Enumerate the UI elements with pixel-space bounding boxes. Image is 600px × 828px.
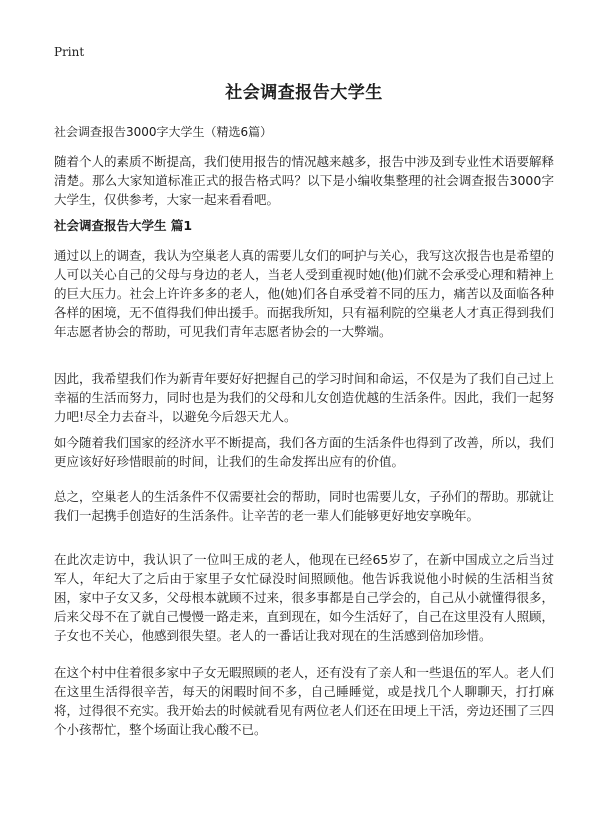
body-paragraph-3: 如今随着我们国家的经济水平不断提高，我们各方面的生活条件也得到了改善，所以，我们更应该好好珍惜眼前的时间，让我们的生命发挥出应有的价值。 — [54, 435, 555, 469]
body-paragraph-2: 因此，我希望我们作为新青年要好好把握自己的学习时间和命运，不仅是为了我们自己过上幸福的生活而努力，同时也是为我们的父母和儿女创造优越的生活条件。因此，我们一起努力吧!尽全力去奋斗，以避免今后怨天尤人。 — [54, 371, 555, 424]
body-paragraph-6: 在这个村中住着很多家中子女无暇照顾的老人，还有没有了亲人和一些退伍的军人。老人们在这里生活得很辛苦，每天的闲暇时间不多，自己睡睡觉，或是找几个人聊聊天，打打麻将，过得很不充实。我开始去的时候就看见有两位老人们还在田埂上干活，旁边还围了三四个小孩帮忙，整个场面让我心酸不已。 — [54, 665, 555, 737]
body-paragraph-1: 通过以上的调查，我认为空巢老人真的需要儿女们的呵护与关心，我写这次报告也是希望的人可以关心自己的父母与身边的老人，当老人受到重视时她(他)们就不会承受心理和精神上的巨大压力。社会上许许多多的老人，他(她)们各自承受着不同的压力，痛苦以及面临各种各样的困境，无不值得我们伸出援手。而据我所知，只有福利院的空巢老人才真正得到我们年志愿者协会的帮助，可见我们青年志愿者协会的一大弊端。 — [54, 248, 555, 339]
page-title: 社会调查报告大学生 — [225, 83, 383, 103]
print-link[interactable]: Print — [54, 45, 85, 59]
body-paragraph-4: 总之，空巢老人的生活条件不仅需要社会的帮助，同时也需要儿女，子孙们的帮助。那就让我们一起携手创造好的生活条件。让辛苦的老一辈人们能够更好地安享晚年。 — [54, 489, 555, 523]
intro-paragraph: 随着个人的素质不断提高，我们使用报告的情况越来越多，报告中涉及到专业性术语要解释清楚。那么大家知道标准正式的报告格式吗？以下是小编收集整理的社会调查报告3000字大学生，仅供参考，大家一起来看看吧。 — [54, 154, 555, 207]
section-heading: 社会调查报告大学生 篇1 — [54, 218, 193, 233]
body-paragraph-5: 在此次走访中，我认识了一位叫王成的老人，他现在已经65岁了，在新中国成立之后当过军人，年纪大了之后由于家里子女忙碌没时间照顾他。他告诉我说他小时候的生活相当贫困，家中子女又多，父母根本就顾不过来，很多事都是自己学会的，自己从小就懂得很多，后来父母不在了就自己慢慢一路走来，直到现在，如今生活好了，自己在这里没有人照顾，子女也不关心，他感到很失望。老人的一番话让我对现在的生活感到倍加珍惜。 — [54, 552, 555, 643]
document-subtitle: 社会调查报告3000字大学生（精选6篇） — [54, 125, 273, 139]
